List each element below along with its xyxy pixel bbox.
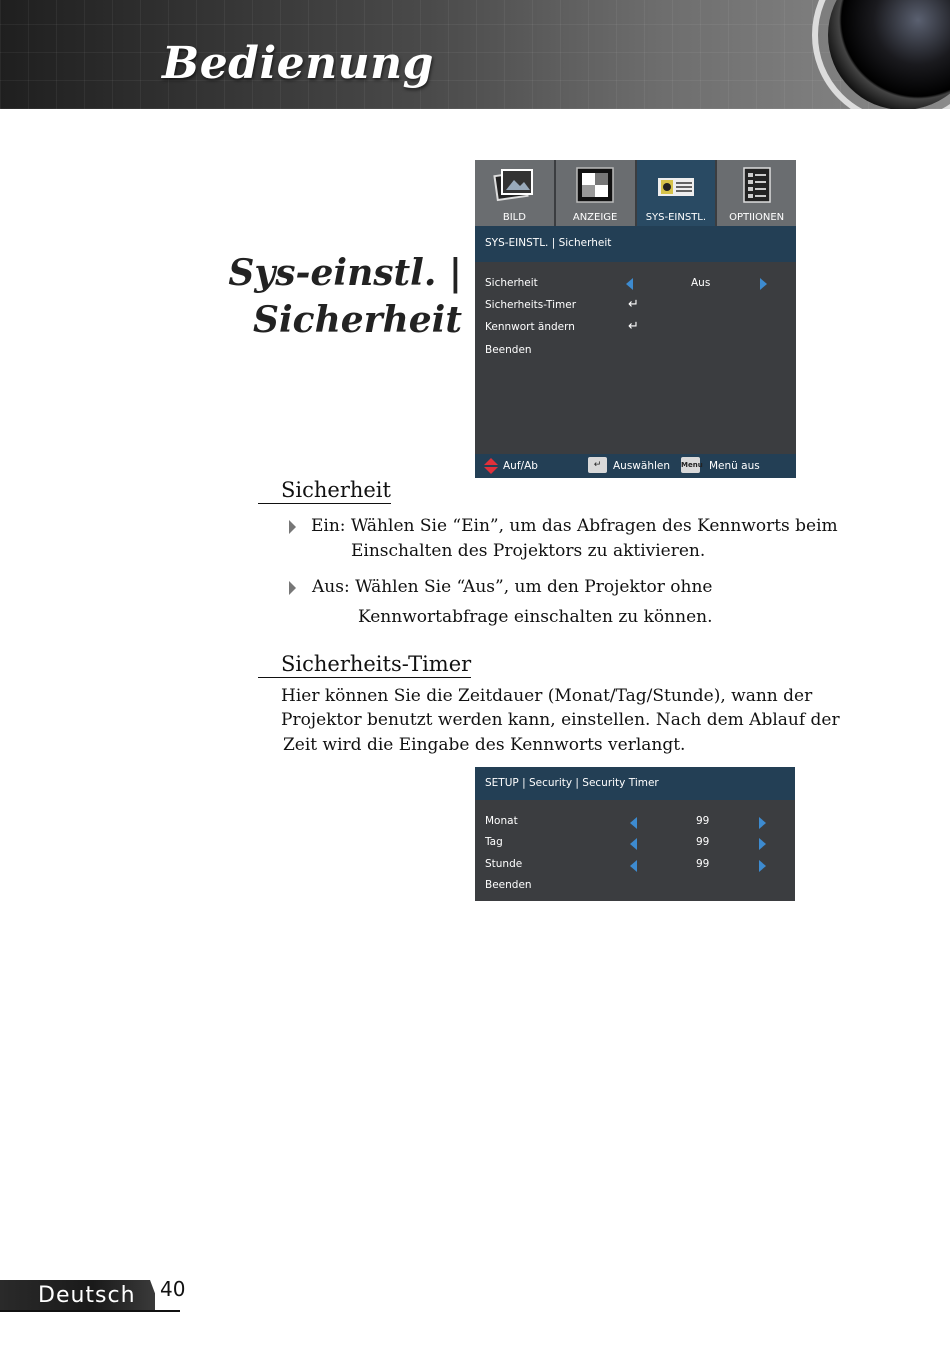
osd-row-label: Beenden xyxy=(485,879,532,891)
bullet-arrow-icon xyxy=(289,581,296,595)
up-down-arrows-icon xyxy=(484,458,498,474)
menu-key-icon: Menu xyxy=(681,457,700,473)
arrow-right-icon[interactable] xyxy=(759,817,766,829)
osd-row-label: Sicherheit xyxy=(485,277,538,289)
osd-timer-row-monat[interactable] xyxy=(475,812,796,832)
header-title: Bedienung xyxy=(162,38,434,89)
osd-tab-bild[interactable] xyxy=(475,160,556,226)
osd-help-bar xyxy=(475,454,796,478)
osd-row-value: 99 xyxy=(696,815,710,827)
osd-row-value: Aus xyxy=(691,277,711,289)
language-label: Deutsch xyxy=(38,1283,136,1308)
arrow-left-icon[interactable] xyxy=(630,838,637,850)
timer-paragraph-line2: Projektor benutzt werden kann, einstellen. Nach dem Ablauf der xyxy=(281,710,840,730)
arrow-right-icon[interactable] xyxy=(760,278,767,290)
osd-row-value: 99 xyxy=(696,836,710,848)
arrow-left-icon[interactable] xyxy=(626,278,633,290)
timer-paragraph-line3: Zeit wird die Eingabe des Kennworts verlangt. xyxy=(283,735,686,755)
select-hint-label: Auswählen xyxy=(613,460,671,472)
osd-row-label: Stunde xyxy=(485,858,523,870)
osd-security-timer-menu xyxy=(475,767,795,901)
arrow-left-icon[interactable] xyxy=(630,817,637,829)
osd-tab-label: ANZEIGE xyxy=(572,212,618,223)
section-title xyxy=(228,250,462,344)
updown-hint-label: Auf/Ab xyxy=(503,460,538,472)
osd-timer-row-beenden[interactable] xyxy=(475,876,796,896)
osd-tab-label: SYS-EINSTL. xyxy=(645,212,707,223)
security-item-ein-line1: Ein: Wählen Sie “Ein”, um das Abfragen des Kennworts beim xyxy=(311,516,838,536)
language-tab xyxy=(0,1280,180,1314)
enter-key-icon: ↵ xyxy=(588,457,607,473)
page-header-banner xyxy=(0,0,950,109)
arrow-right-icon[interactable] xyxy=(759,838,766,850)
osd-tab-label: BILD xyxy=(502,212,526,223)
osd-row-label: Sicherheits-Timer xyxy=(485,299,577,311)
picture-icon xyxy=(492,166,536,204)
osd-row-label: Tag xyxy=(485,836,503,848)
section-title-line2: Sicherheit xyxy=(252,299,462,341)
security-item-aus-line2: Kennwortabfrage einschalten zu können. xyxy=(358,607,713,627)
arrow-right-icon[interactable] xyxy=(759,860,766,872)
osd-row-sicherheits-timer[interactable] xyxy=(475,296,796,316)
section-heading-sicherheits-timer: Sicherheits-Timer xyxy=(258,651,471,678)
osd-row-label: Beenden xyxy=(485,344,532,356)
page-number: 40 xyxy=(160,1277,186,1301)
security-item-aus-line1: Aus: Wählen Sie “Aus”, um den Projektor ohne xyxy=(312,577,713,597)
security-item-ein-line2: Einschalten des Projektors zu aktivieren. xyxy=(351,541,706,561)
options-list-icon xyxy=(735,166,779,204)
footer-rule xyxy=(0,1310,180,1312)
projector-icon xyxy=(654,166,698,204)
section-title-line1: Sys-einstl. | xyxy=(228,252,462,294)
osd-timer-breadcrumb xyxy=(475,767,795,800)
osd-security-menu xyxy=(475,160,796,478)
display-icon xyxy=(573,166,617,204)
osd-tab-bar xyxy=(475,160,796,226)
arrow-left-icon[interactable] xyxy=(630,860,637,872)
osd-row-sicherheit[interactable] xyxy=(475,274,796,294)
osd-timer-row-stunde[interactable] xyxy=(475,855,796,875)
osd-row-label: Monat xyxy=(485,815,518,827)
osd-breadcrumb-text: SYS-EINSTL. | Sicherheit xyxy=(485,237,612,249)
osd-row-kennwort-aendern[interactable] xyxy=(475,318,796,338)
section-heading-sicherheit: Sicherheit xyxy=(258,477,391,504)
enter-icon: ↵ xyxy=(628,319,639,334)
osd-timer-breadcrumb-text: SETUP | Security | Security Timer xyxy=(485,777,659,789)
osd-row-beenden[interactable] xyxy=(475,341,796,361)
osd-tab-anzeige[interactable] xyxy=(556,160,637,226)
osd-row-value: 99 xyxy=(696,858,710,870)
menu-hint-label: Menü aus xyxy=(709,460,760,472)
enter-icon: ↵ xyxy=(628,297,639,312)
osd-breadcrumb xyxy=(475,226,796,262)
osd-tab-sys-einstl[interactable] xyxy=(637,160,718,226)
osd-row-label: Kennwort ändern xyxy=(485,321,575,333)
osd-timer-row-tag[interactable] xyxy=(475,833,796,853)
timer-paragraph-line1: Hier können Sie die Zeitdauer (Monat/Tag/Stunde), wann der xyxy=(281,686,813,706)
bullet-arrow-icon xyxy=(289,520,296,534)
osd-tab-label: OPTIIONEN xyxy=(729,212,785,223)
osd-tab-optionen[interactable] xyxy=(717,160,796,226)
